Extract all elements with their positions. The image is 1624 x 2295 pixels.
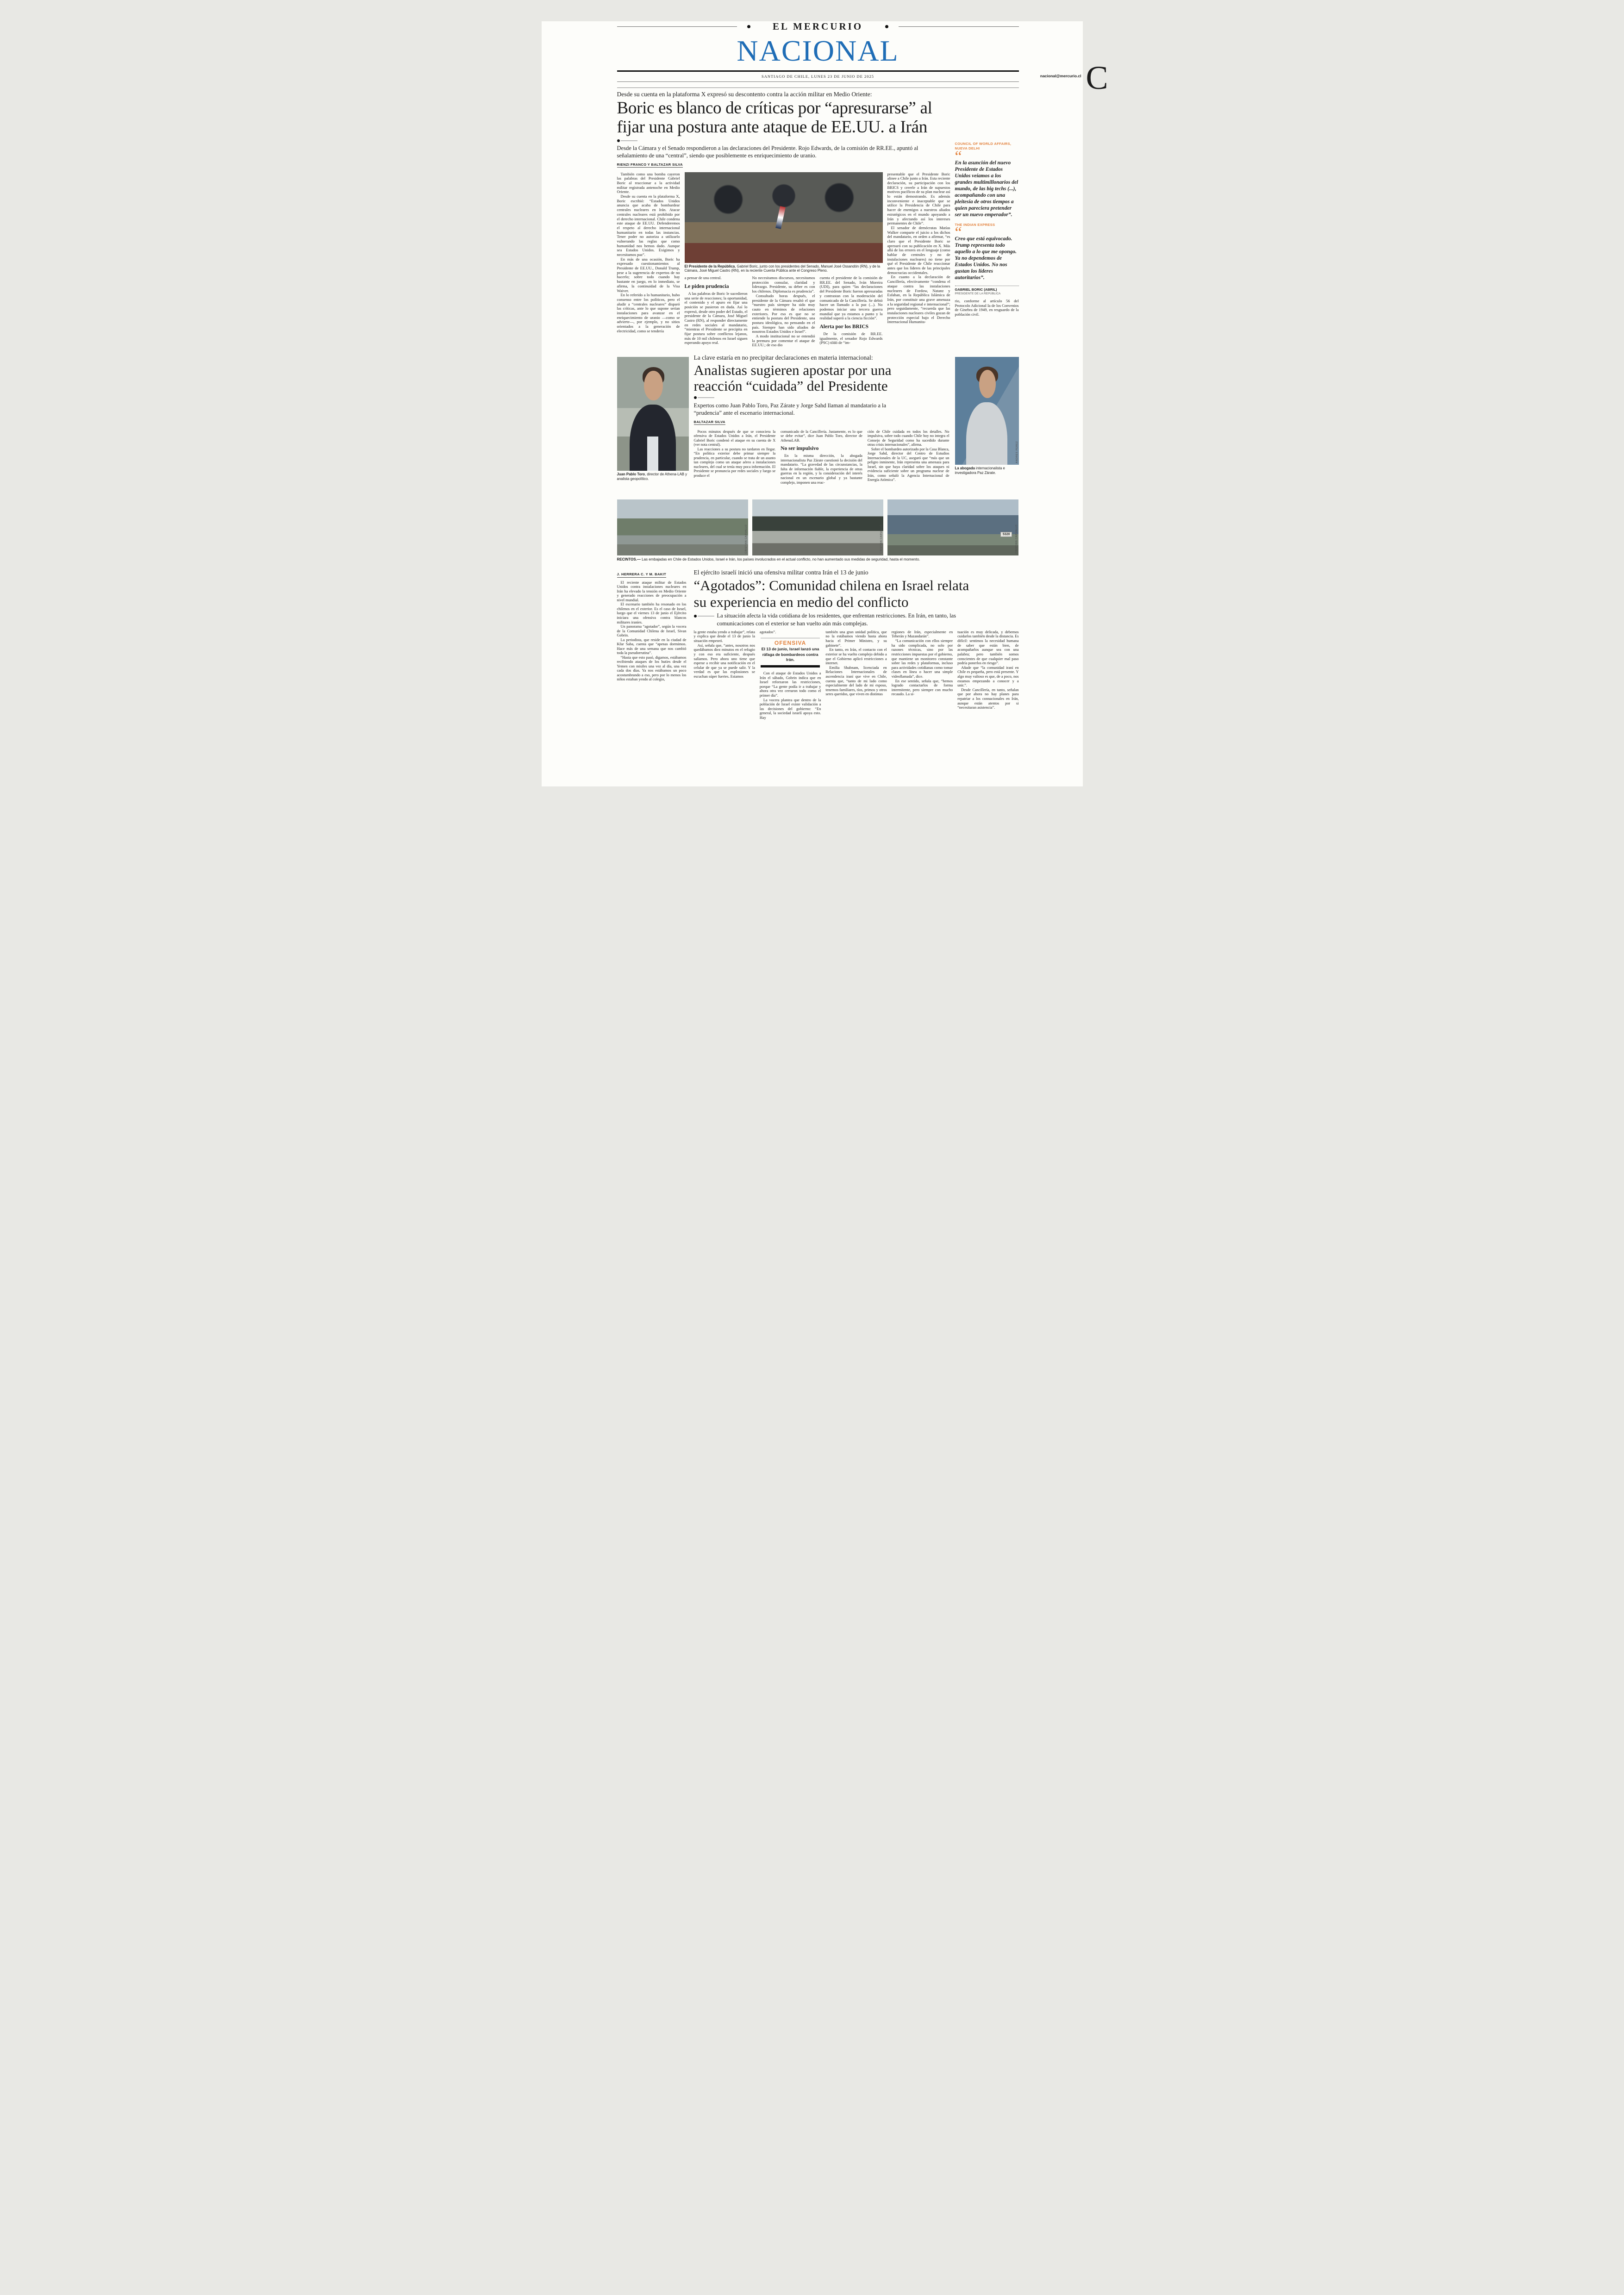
figure-head (644, 371, 662, 400)
article2-kicker: La clave estaría en no precipitar declaraciones en materia internacional: (693, 354, 873, 362)
article3-headline (694, 577, 1019, 610)
section-divider (694, 396, 949, 399)
caption-juan-pablo-toro (617, 472, 689, 481)
paragraph: Con el ataque de Estados Unidos a Irán el sábado, Gobrin indica que en Israel reforzaron las restricciones, porque “La gente podía ir a trabajar y ahora otra vez cerraron todo como el primer día”. (759, 671, 821, 698)
article1-deck: Desde la Cámara y el Senado respondieron a las declaraciones del Presidente. Rojo Edwards, de la comisión de RR.EE., apuntó al señalamiento de una “central”, siendo que posiblemente es enriquecimiento de uranio. (617, 145, 918, 159)
divider-tick (698, 616, 714, 617)
paragraph: “La comunicación con ellos siempre ha sido complicada, no solo por razones técnicas, sino por las restricciones impuestas por el gobierno, que mantiene un monitoreo constante sobre las redes y plataformas, incluso para actividades cotidianas como tomar clases en línea o hacer una simple videollamada”, dice. (891, 639, 953, 679)
article2-column-3 (868, 430, 949, 485)
paragraph: “Hasta que esto pasó, digamos, estábamos recibiendo ataques de los hutíes desde el Yemen con misiles una vez al día, una vez cada dos días. Ya nos estábamos un poco acostumbrando a eso, pero por lo menos los niños estaban yendo al colegio, (617, 655, 687, 682)
publication-title: EL MERCURIO (772, 20, 863, 32)
paragraph: La vocera plantea que dentro de la población de Israel existe validación a las decisiones del gobierno: “En general, la sociedad israelí apoya esto. Hay (759, 698, 821, 720)
masthead-dot-left (747, 25, 750, 28)
presidential-sash (775, 206, 786, 229)
article3-deck: La situación afecta la vida cotidiana de los residentes, que enfrentan restricciones. En Irán, en tanto, las comunicaciones con el exterior se han vuelto aún más complejas. (717, 612, 956, 627)
caption-text: Las embajadas en Chile de Estados Unidos, Israel e Irán, los países involucrados en el actual conflicto, no han aumentado sus medidas de seguridad, hasta el momento. (640, 557, 920, 562)
article1-column-1 (617, 172, 680, 348)
divider-dot-icon (694, 615, 697, 617)
embassy-strip-caption (617, 557, 1019, 561)
article1-column-5 (887, 172, 950, 348)
newspaper-page (542, 20, 1108, 786)
paragraph: En la misma dirección, la abogada internacionalista Paz Zárate cuestionó la decisión del mandatario. “La gravedad de las circunstancias, la falta de información fiable, la experiencia de otras guerras en la región, y la consideración del interés nacional en un escenario global y ya bastante complejo, imponen una reac- (781, 454, 862, 485)
article1-headline-line2: fijar una postura ante ataque de EE.UU. a Irán (617, 117, 927, 137)
article3-column-3 (760, 630, 821, 720)
article-comunidad-chilena-israel (617, 569, 1019, 720)
masthead (617, 20, 1081, 82)
caption-text: internacionalista e investigadora Paz Zárate. (955, 466, 1005, 475)
article3-deck-row (694, 612, 1019, 627)
section-divider (694, 615, 714, 617)
paragraph: En tanto, en Irán, el contacto con el exterior se ha vuelto complejo debido a que el Gobierno aplicó restricciones a internet. (825, 648, 887, 666)
quote-attribution-name: GABRIEL BORIC (ABRIL) (955, 287, 997, 292)
photo-credit: ANDRES PEREZ (1015, 441, 1018, 463)
article1-photo-caption (685, 264, 883, 273)
masthead-thin-rule (617, 81, 1019, 82)
section-title: NACIONAL (737, 34, 899, 67)
photo-embassy-iran (887, 499, 1018, 555)
caption-paz-zarate (955, 466, 1019, 475)
paragraph: agotados”. (759, 630, 776, 634)
photo-juan-pablo-toro (617, 357, 689, 471)
caption-lead: El Presidente de la República (684, 264, 735, 268)
article2-column-2 (781, 430, 862, 485)
paragraph: Sobre el bombardeo autorizado por la Casa Blanca, Jorge Sahd, director del Centro de Estudios Internacionales de la UC, aseguró que “más que un peligro inminente, Irán representa una amenaza para Israel, sin que haya claridad sobre los ataques ni evidencia suficiente sobre un programa nuclear de Irán, como señaló la Agencia Internacional de Energía Atómica”. (867, 447, 949, 482)
paragraph: El senador de demócratas Matías Walker comparte el juicio a los dichos del mandatario, en orden a afirmar, “es claro que el Presidente Boric se apresuró con su publicación en X. Más allá de los errores en el lenguaje (como hablar de centrales y no de instalaciones nucleares) no tiene por qué el Presidente de Chile reaccionar antes que los líderes de las principales democracias occidentales. (887, 225, 950, 275)
paragraph: En ese sentido, señala que, “hemos logrado contactarlos de forma intermitente, pero siempre con mucho recaudo. La si- (891, 679, 953, 697)
caption-lead: La abogada (955, 466, 975, 471)
paragraph: Pocos minutos después de que se conociera la ofensiva de Estados Unidos a Irán, el Presidente Gabriel Boric condenó el ataque en su cuenta de X (ver nota central). (693, 429, 776, 447)
masthead-rule-left (617, 26, 737, 27)
paragraph: De la comisión de RR.EE. igualmente, el senador Rojo Edwards (PSC) tildó de “im- (819, 331, 883, 345)
paragraph: La periodista, que reside en la ciudad de Kfar Saba, cuenta que “apenas dormimos. Hace más de una semana que nos cambió toda la pseudorrutina”. (617, 637, 687, 655)
paragraph: también una gran unidad política, que no la estábamos viendo hasta ahora hacia el Primer Ministro, y su gabinete”. (825, 630, 887, 648)
paragraph: comunicado de la Cancillería. Justamente, es lo que se debe evitar”, dice Juan Pablo Toro, director de AthenaLAB. (781, 429, 862, 443)
quote-attribution-role: PRESIDENTE DE LA REPÚBLICA (955, 292, 1001, 295)
article1-headline (617, 99, 1016, 137)
article2-body (694, 430, 949, 485)
paragraph: ción de Chile cuidada en todos los detalles. No impulsiva, sobre todo cuando Chile hoy no integra el Consejo de Seguridad como ha sucedido durante otras crisis internacionales”, afirma. (867, 429, 949, 447)
fact-box-bar (761, 665, 820, 667)
caption-text: , director de Athena-LAB y analista geopolítico. (617, 472, 687, 481)
article1-kicker: Desde su cuenta en la plataforma X expresó su descontento contra la acción militar en Medio Oriente: (617, 91, 872, 98)
article-boric-criticas (617, 87, 1019, 348)
article3-column-6 (957, 630, 1018, 720)
quote1-text: En la asunción del nuevo Presidente de Estados Unidos veíamos a los grandes multimillonarios del mundo, de las big techs (...), acompañando con una pleitesía de otros tiempos a quien pareciera pretender ser un nuevo emperador”. (955, 160, 1018, 218)
paragraph: cuenta el presidente de la comisión de RR.EE. del Senado, Iván Moreira (UDI), para quien “las declaraciones del Presidente Boric fueron apresuradas y contrastan con la moderación del comunicado de la Cancillería. Se debió hacer un llamado a la paz (...). No podemos iniciar una tercera guerra mundial que ya estamos a punto y la realidad superó a la ciencia ficción”. (819, 275, 883, 321)
caption-lead: Juan Pablo Toro (617, 472, 645, 477)
article3-column-2 (694, 630, 755, 720)
article1-subhead-brics: Alerta por los BRICS (819, 324, 869, 330)
paragraph: Emilia Shabnam, licenciada en Relaciones Internacionales de ascendencia iraní que vive en Chile, cuenta que, “tanto de mi lado como especialmente del lado de mi esposo, tenemos familiares, tíos, primos y otros seres queridos, que viven en distintas (825, 665, 887, 697)
paragraph: El escenario también ha resonado en los chilenos en el exterior. Es el caso de Israel, luego que el viernes 13 de junio el Ejército iniciara una ofensiva contra blancos militares iraníes. (617, 602, 687, 624)
paragraph: presentable que el Presidente Boric alinee a Chile junto a Irán. Esta reciente declaración, su participación con los BRICS y creerle a Irán de supuestos motivos pacíficos de su plan nuclear así lo están demostrando. Es además inconveniente e inaceptable que se utilice la Presidencia de Chile para hacer de enemigos a nuestros aliados estratégicos en el mundo apoyando a Irán y afectando así los intereses permanentes de Chile”. (887, 171, 950, 226)
paragraph: la gente estaba yendo a trabajar”, relata y explica que desde el 13 de junio la situación empeoró. (693, 630, 755, 643)
paragraph: Las reacciones a su postura no tardaron en llegar. “En política exterior debe primar siempre la prudencia, en particular, cuando se trata de un asunto tan complejo como un ataque aéreo a instalaciones nucleares, del cual se tenía muy poca información. El Presidente se pronuncia por redes sociales y luego se produce el (693, 447, 776, 478)
figure-head (979, 370, 996, 398)
quote2-source: THE INDIAN EXPRESS (955, 222, 995, 227)
photo-embassy-israel (752, 499, 883, 555)
figure-blouse (966, 402, 1007, 465)
article1-closing-paragraph: rio, conforme al artículo 56 del Protocolo Adicional Ia de los Convenios de Ginebra de 1949, en resguardo de la población civil. (955, 299, 1019, 317)
article2-subhead-impulsivo: No ser impulsivo (781, 446, 819, 452)
paragraph: En más de una ocasión, Boric ha expresado cuestionamientos al Presidente de EE.UU., Donald Trump, pese a la sugerencia de expertos de no hacerlo; sobre todo cuando hay bastante en juego, en lo inmediato, se afirma, la continuidad de la Visa Waiver. (617, 256, 680, 293)
article1-quote-rail (955, 142, 1019, 321)
quote-mark-icon: “ (955, 224, 962, 241)
paragraph: regiones de Irán, especialmente en Teherán y Mazandarán”. (891, 630, 953, 639)
article2-headline-line1: Analistas sugieren apostar por una (693, 362, 892, 379)
quote1-source: COUNCIL OF WORLD AFFAIRS, NUEVA DELHI (955, 142, 1012, 151)
quote2-text: Creo que está equivocado. Trump representa todo aquello a lo que me opongo. Ya no dependemos de Estados Unidos. No nos gustan los líderes autoritarios”. (955, 236, 1017, 281)
article3-headline-line2: su experiencia en medio del conflicto (693, 593, 909, 610)
article1-column-2 (685, 276, 748, 348)
paragraph: Así, señala que, “antes, nosotros nos quedábamos diez minutos en el refugio y con eso era suficiente, después salíamos. Pero ahora uno tiene que esperar a recibir una notificación en el celular de que ya se puede salir. Y la verdad es que las explosiones se escuchan súper fuertes. Estamos (693, 643, 755, 679)
divider-tick (621, 140, 637, 141)
fact-box-label: OFENSIVA (774, 640, 806, 647)
article3-byline: J. HERRERA C. Y M. BAKIT (617, 573, 667, 578)
section-email: nacional@mercurio.cl (1040, 74, 1081, 78)
photo-credit: CRISTIAN CARVALLO (1015, 524, 1018, 554)
caption-text: , Gabriel Boric, junto con los presidentes del Senado, Manuel José Ossandón (RN), y de la Cámara, José Miguel Castro (RN), en la reciente Cuenta Pública ante el Congreso Pleno. (684, 264, 881, 273)
dateline: SANTIAGO DE CHILE, LUNES 23 DE JUNIO DE 2025 (761, 74, 874, 79)
article2-headline (694, 362, 949, 393)
paragraph: A modo institucional no se entendió la premura por comentar el ataque de EE.UU.; de eso dio (752, 334, 815, 348)
photo-credit: CRISTIAN CARVALLO (744, 524, 748, 554)
article1-byline: RIENZI FRANCO Y BALTAZAR SILVA (617, 162, 683, 167)
article2-column-1 (694, 430, 776, 485)
article1-column-3 (752, 276, 815, 348)
section-letter: C (1086, 59, 1108, 96)
article1-body (617, 172, 951, 348)
photo-paz-zarate (955, 357, 1019, 465)
figure-shirt (647, 437, 659, 471)
paragraph: Consultado horas después, el presidente de la Cámara resaltó el que “nuestro país siempre ha sido muy cauto en términos de relaciones exteriores. Por eso es que no se entiende la postura del Presidente, una postura ideológica, no pensando en el país. Siempre han sido aliados de nosotros Estados Unidos e Israel”. (752, 293, 815, 334)
masthead-row (617, 21, 1019, 31)
article1-subhead-prudencia: Le piden prudencia (684, 283, 729, 289)
quote-mark-icon: “ (955, 148, 962, 165)
section-divider (617, 139, 951, 142)
paragraph: Desde su cuenta en la plataforma X, Boric escribió: “Estados Unidos anuncia que acaba de bombardear centrales nucleares en Irán. Atacar centrales nucleares está prohibido por el derecho internacional. Chile condena este ataque de EE.UU. Defenderemos el respeto al derecho internacional humanitario en todas las instancias. Tener poder no autoriza a utilizarlo vulnerando las reglas que como humanidad nos hemos dado. Aunque sea Estados Unidos. Exigimos y necesitamos paz”. (617, 194, 680, 257)
paragraph: A las palabras de Boric le sucedieron una serie de reacciones; la oportunidad, el contenido y el apuro en fijar una posición se pusieron en duda. Así lo expresó, desde otro poder del Estado, el presidente de la Cámara, José Miguel Castro (RN), al responder directamente en redes sociales al mandatario, “mientras el Presidente se precipita en fijar postura sobre conflictos lejanos, más de 10 mil chilenos en Israel siguen esperando apoyo real. (684, 291, 748, 345)
article3-headline-line1: “Agotados”: Comunidad chilena en Israel relata (693, 577, 969, 594)
article1-middle-block (685, 172, 883, 348)
article1-column-4 (820, 276, 883, 348)
paragraph: El reciente ataque militar de Estados Unidos contra instalaciones nucleares en Irán ha elevado la tensión en Medio Oriente y generado reacciones de preocupación a nivel mundial. (617, 580, 687, 602)
paragraph: a pensar de una central. (684, 275, 722, 281)
divider-dot-icon (617, 139, 620, 142)
ofensiva-fact-box (761, 638, 820, 667)
article1-headline-line1: Boric es blanco de críticas por “apresurarse” al (617, 99, 932, 118)
photo-block-paz-zarate (955, 357, 1019, 475)
article3-column-5 (892, 630, 953, 720)
divider-dot-icon (694, 396, 697, 399)
embassy-photo-strip (617, 499, 1019, 561)
photo-block-juan-pablo-toro (617, 357, 689, 481)
article3-column-4 (825, 630, 887, 720)
paragraph: Añade que “la comunidad iraní en Chile es pequeña, pero está presente. Y algo muy valioso es que, de a poco, nos estamos empezando a conocer y a unir.”. (957, 665, 1019, 688)
article1-middle-columns (685, 276, 883, 348)
embassy-photos (617, 499, 1019, 555)
building-number-sign: 5320 (1000, 532, 1012, 537)
dateline-row (617, 73, 1081, 80)
article3-intro-column (617, 571, 687, 682)
masthead-thick-rule (617, 70, 1019, 72)
paragraph: Desde Cancillería, en tanto, señalan que por ahora no hay planes para repatriar a los connacionales en Irán, aunque están atentos por si “necesitaran asistencia”. (957, 687, 1019, 710)
paragraph: También como una bomba cayeron las palabras del Presidente Gabriel Boric al reaccionar a la actividad militar registrada antenoche en Medio Oriente. (617, 171, 680, 194)
paragraph: Un panorama “agotador”, según la vocera de la Comunidad Chilena de Israel, Sivan Gobrin. (617, 624, 687, 638)
caption-lead: RECINTOS.— (617, 557, 641, 562)
article2-byline: BALTAZAR SILVA (693, 419, 725, 424)
masthead-dot-right (885, 25, 888, 28)
article3-body (694, 630, 1019, 720)
article3-main (694, 569, 1019, 720)
article3-kicker: El ejército israelí inició una ofensiva militar contra Irán el 13 de junio (693, 569, 868, 576)
article2-main (694, 354, 949, 485)
fact-box-text: El 13 de junio, Israel lanzó una ráfaga de bombardeos contra Irán. (761, 647, 819, 662)
photo-congress-cuenta-publica (685, 172, 883, 263)
quote-attribution (955, 286, 1019, 295)
paragraph: En lo referido a lo humanitario, hubo consenso entre los políticos, pero el aludir a “centrales nucleares” disparó las críticas, ante lo que supone serían instalaciones para avanzar en el enriquecimiento de uranio —como se advierte—, por ejemplo, y no sitios orientados a la generación de electricidad, como se tendería (617, 293, 680, 333)
paragraph: En cuanto a la declaración de Cancillería, efectivamente “condena el ataque contra las instalaciones nucleares de Fordow, Natanz y Esfahan, en la República Islámica de Irán, por constituir una grave amenaza a la seguridad regional e internacional”; pero seguidamente, “recuerda que las instalaciones nucleares civiles gozan de protección especial bajo el Derecho Internacional Humanita- (887, 274, 950, 324)
photo-embassy-usa (617, 499, 748, 555)
article2-headline-line2: reacción “cuidada” del Presidente (693, 377, 888, 394)
photo-credit: CRISTIAN CARVALLO (880, 524, 883, 554)
paragraph: tuación es muy delicada, y debemos cuidarlos también desde la distancia. Es difícil: sentimos la necesidad humana de saber que están bien, de acompañarlos aunque sea con una palabra; pero también somos conscientes de que cualquier mal paso podría ponerlos en riesgo”. (957, 630, 1019, 666)
masthead-rule-right (899, 26, 1018, 27)
article2-deck: Expertos como Juan Pablo Toro, Paz Zárate y Jorge Sahd llaman al mandatario a la “prudencia” ante el escenario internacional. (693, 402, 887, 417)
article-analistas-reaccion (617, 354, 1019, 492)
paragraph: No necesitamos discursos, necesitamos protección consular, claridad y liderazgo. Presidente, su deber es con los chilenos. Diplomacia es prudencia”. (752, 275, 815, 294)
divider-tick (698, 397, 714, 398)
